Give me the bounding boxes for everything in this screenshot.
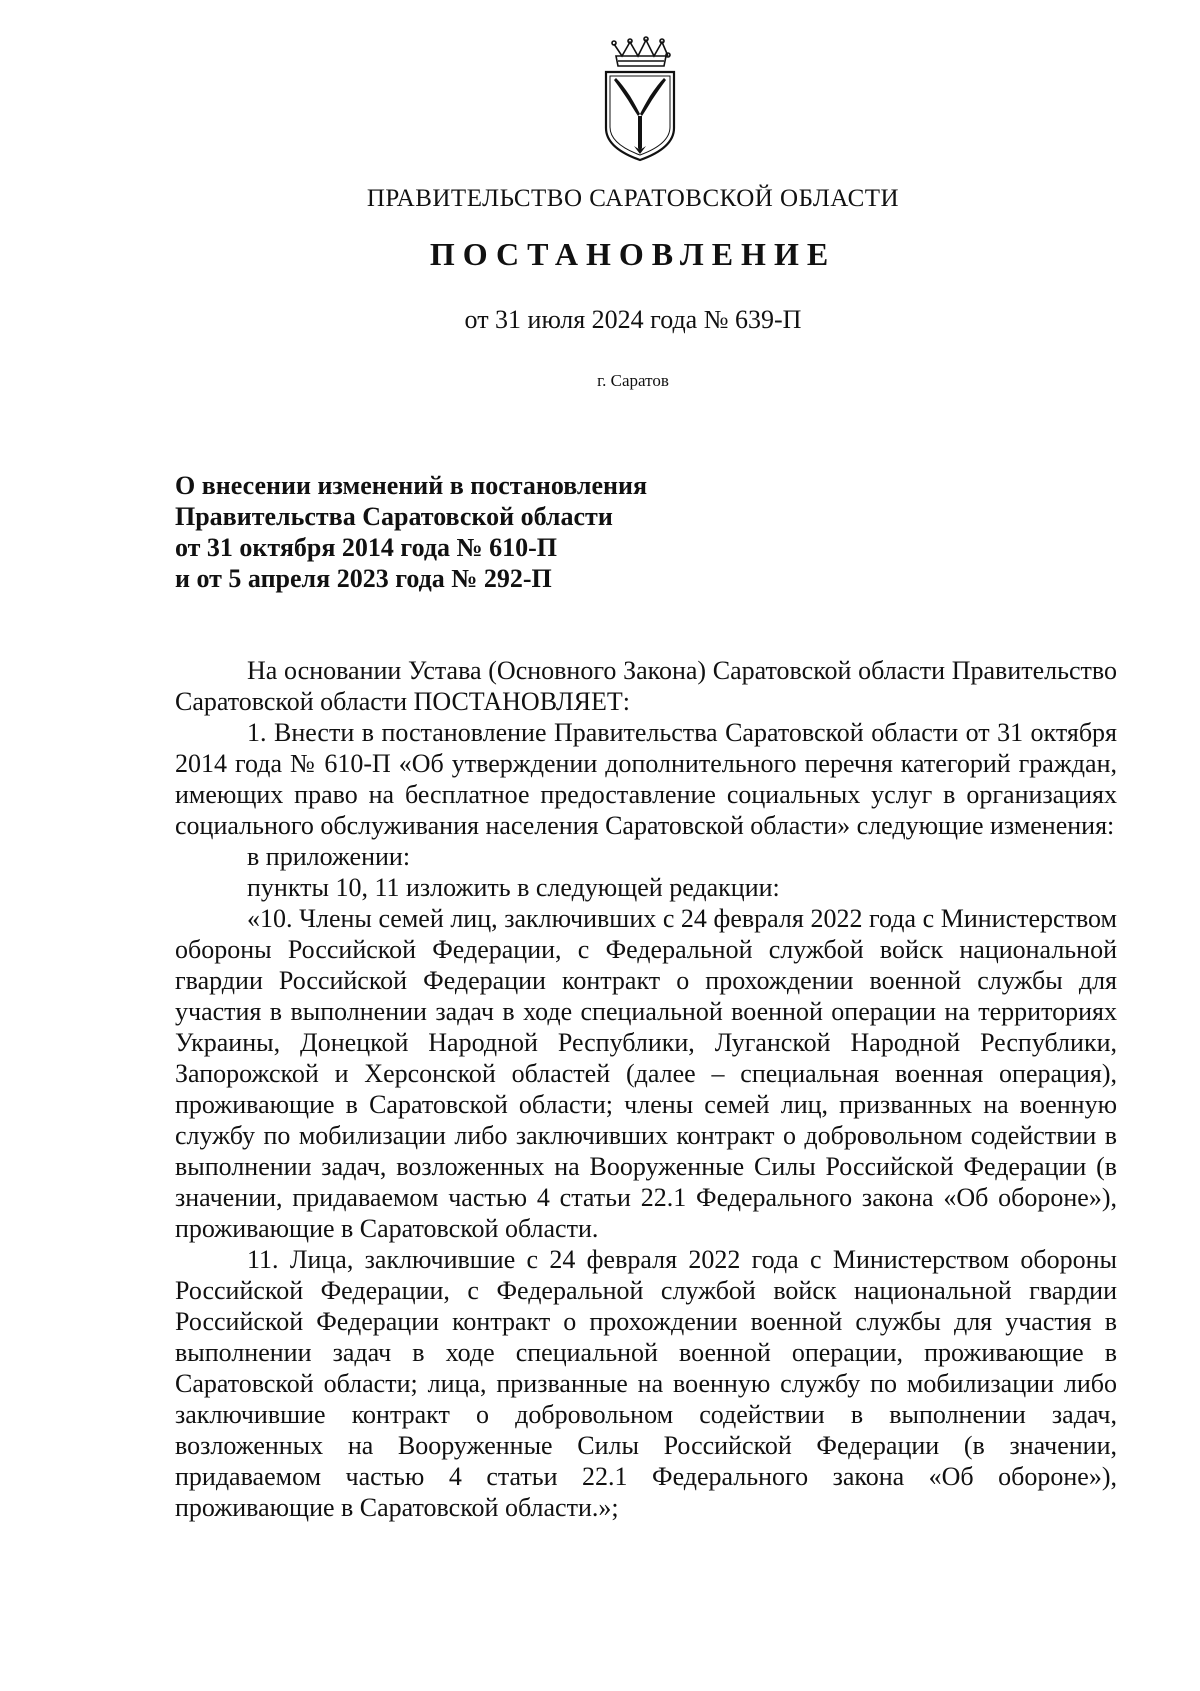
government-name: ПРАВИТЕЛЬСТВО САРАТОВСКОЙ ОБЛАСТИ bbox=[366, 185, 900, 212]
body-paragraph: 1. Внести в постановление Правительства Саратовской области от 31 октября 2014 года № 610-П «Об утверждении дополнительного перечня категорий граждан, имеющих право на бесплатное предоставление социальных услуг в организациях социального обслуживания населения Саратовской области» следующие изменения: bbox=[175, 718, 1117, 840]
document-type: ПОСТАНОВЛЕНИЕ bbox=[429, 236, 837, 272]
document-date-number: от 31 июля 2024 года № 639-П bbox=[464, 305, 802, 334]
body-paragraph: 11. Лица, заключившие с 24 февраля 2022 года с Министерством обороны Российской Федерации, с Федеральной службой войск национальной гвардии Российской Федерации контракт о прохождении военной службы для участия в выполнении задач в ходе специальной военной операции, проживающие в Саратовской области; лица, призванные на военную службу по мобилизации либо заключившие контракт о добровольном содействии в выполнении задач, возложенных на Вооруженные Силы Российской Федерации (в значении, придаваемом частью 4 статьи 22.1 Федерального закона «Об обороне»), проживающие в Саратовской области.»; bbox=[175, 1245, 1117, 1522]
subject-line: от 31 октября 2014 года № 610-П bbox=[175, 533, 558, 562]
coat-of-arms-icon bbox=[596, 36, 680, 166]
subject-line: О внесении изменений в постановления bbox=[175, 471, 648, 500]
document-body bbox=[175, 655, 1117, 1523]
body-paragraph: На основании Устава (Основного Закона) Саратовской области Правительство Саратовской области ПОСТАНОВЛЯЕТ: bbox=[175, 656, 1117, 716]
body-paragraph: «10. Члены семей лиц, заключивших с 24 февраля 2022 года с Министерством обороны Российской Федерации, с Федеральной службой войск национальной гвардии Российской Федерации контракт о прохождении военной службы для участия в выполнении задач в ходе специальной военной операции на территориях Украины, Донецкой Народной Республики, Луганской Народной Республики, Запорожской и Херсонской областей (далее – специальная военная операция), проживающие в Саратовской области; члены семей лиц, призванных на военную службу по мобилизации либо заключивших контракт о добровольном содействии в выполнении задач, возложенных на Вооруженные Силы Российской Федерации (в значении, придаваемом частью 4 статьи 22.1 Федерального закона «Об обороне»), проживающие в Саратовской области. bbox=[175, 904, 1117, 1243]
document-city: г. Саратов bbox=[597, 371, 669, 390]
body-paragraph: пункты 10, 11 изложить в следующей редакции: bbox=[247, 873, 780, 902]
subject-line: и от 5 апреля 2023 года № 292-П bbox=[175, 564, 552, 593]
body-paragraph: в приложении: bbox=[247, 842, 411, 871]
document-subject bbox=[175, 470, 875, 594]
subject-line: Правительства Саратовской области bbox=[175, 502, 613, 531]
